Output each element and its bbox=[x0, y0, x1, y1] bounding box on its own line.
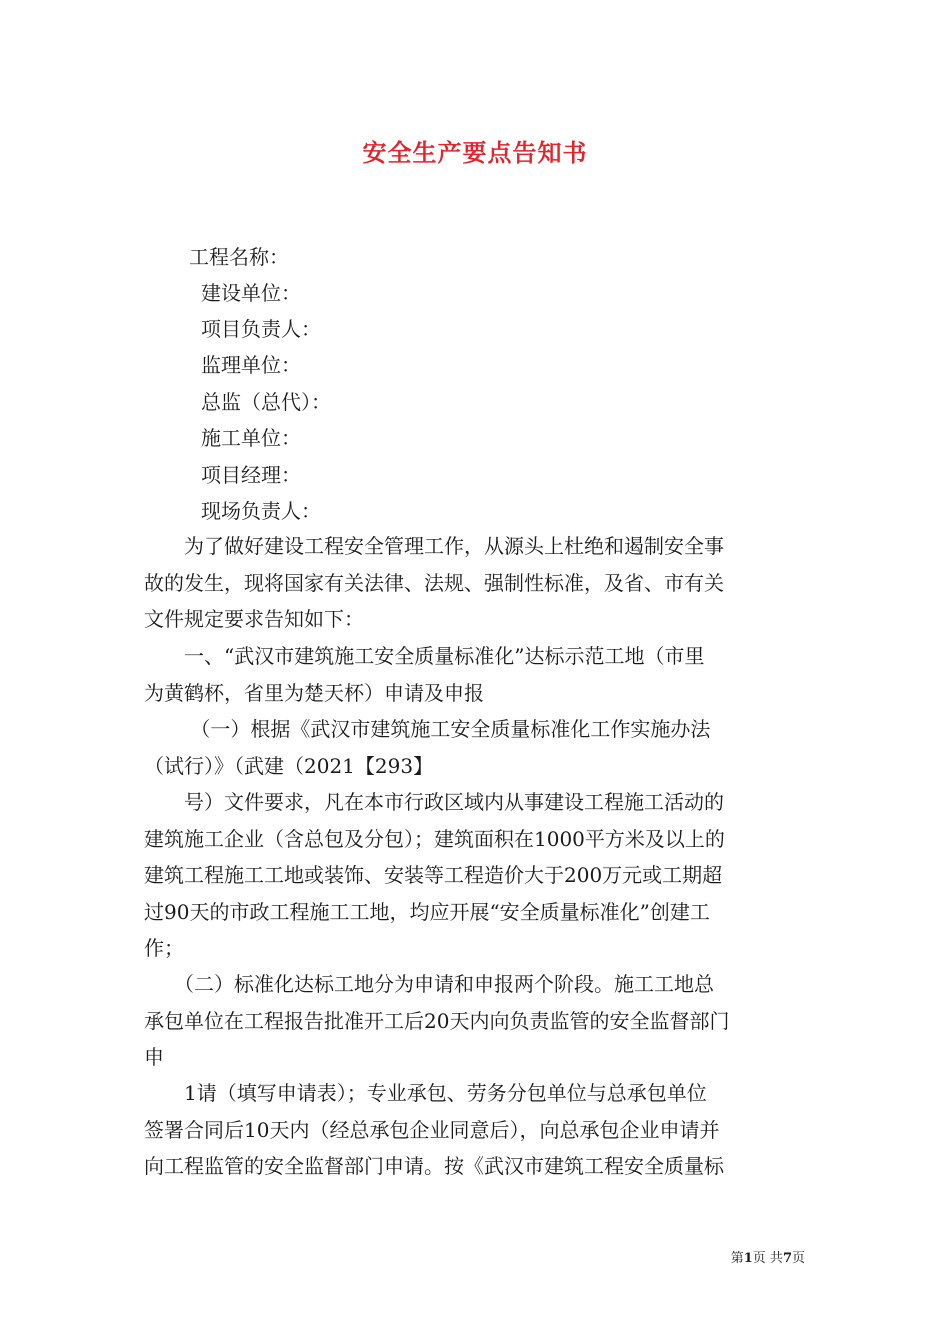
field-contractor: 施工单位： bbox=[201, 426, 301, 450]
paragraph-line: 1请（填写申请表）；专业承包、劳务分包单位与总承包单位 bbox=[144, 1081, 707, 1105]
page-number-total: 7 bbox=[782, 1251, 792, 1266]
paragraph-line: 建筑工程施工工地或装饰、安装等工程造价大于200万元或工期超 bbox=[144, 863, 723, 887]
paragraph-line: 向工程监管的安全监督部门申请。按《武汉市建筑工程安全质量标 bbox=[144, 1154, 724, 1178]
paragraph-line: 申 bbox=[144, 1045, 164, 1069]
field-construction-unit: 建设单位： bbox=[201, 281, 301, 305]
paragraph-line: （试行）》（武建（2021【293】 bbox=[144, 753, 434, 778]
paragraph-line: 签署合同后10天内（经总承包企业同意后），向总承包企业申请并 bbox=[144, 1117, 720, 1142]
paragraph-subsection-2 bbox=[144, 966, 810, 1076]
paragraph-line: 一、“武汉市建筑施工安全质量标准化”达标示范工地（市里 bbox=[144, 644, 705, 668]
page-number-current: 1 bbox=[743, 1251, 753, 1266]
paragraph-line: 过90天的市政工程施工工地，均应开展“安全质量标准化”创建工 bbox=[144, 899, 710, 924]
field-supervision-unit: 监理单位： bbox=[201, 353, 301, 377]
paragraph-line: 号）文件要求，凡在本市行政区域内从事建设工程施工活动的 bbox=[144, 790, 724, 814]
paragraph-line: 承包单位在工程报告批准开工后20天内向负责监管的安全监督部门 bbox=[144, 1008, 730, 1033]
paragraph-subsection-1 bbox=[144, 711, 810, 784]
field-project-manager: 项目经理： bbox=[201, 463, 301, 487]
field-project-leader: 项目负责人： bbox=[201, 317, 321, 341]
page-number-prefix: 第 bbox=[730, 1251, 744, 1266]
paragraph-line: 作； bbox=[144, 936, 184, 960]
paragraph-section-1 bbox=[144, 638, 810, 711]
field-chief-supervisor: 总监（总代）： bbox=[201, 390, 331, 414]
paragraph-intro bbox=[144, 528, 810, 638]
page-number-middle: 页 共 bbox=[752, 1251, 783, 1266]
paragraph-line: 故的发生，现将国家有关法律、法规、强制性标准，及省、市有关 bbox=[144, 570, 724, 595]
paragraph-line: 文件规定要求告知如下： bbox=[144, 607, 364, 631]
paragraph-line: 建筑施工企业（含总包及分包）；建筑面积在1000平方米及以上的 bbox=[144, 826, 725, 851]
paragraph-line: （一）根据《武汉市建筑施工安全质量标准化工作实施办法 bbox=[144, 717, 711, 741]
paragraph-application bbox=[144, 1075, 810, 1185]
paragraph-requirements bbox=[144, 784, 810, 967]
field-project-name: 工程名称： bbox=[189, 245, 289, 269]
field-site-leader: 现场负责人： bbox=[201, 499, 321, 523]
paragraph-line: 为了做好建设工程安全管理工作，从源头上杜绝和遏制安全事 bbox=[144, 534, 724, 558]
paragraph-line: （二）标准化达标工地分为申请和申报两个阶段。施工工地总 bbox=[144, 972, 714, 996]
document-title: 安全生产要点告知书 bbox=[362, 138, 588, 167]
page-number-suffix: 页 bbox=[791, 1251, 805, 1266]
page-number bbox=[731, 1247, 805, 1266]
paragraph-line: 为黄鹤杯，省里为楚天杯）申请及申报 bbox=[144, 680, 484, 705]
